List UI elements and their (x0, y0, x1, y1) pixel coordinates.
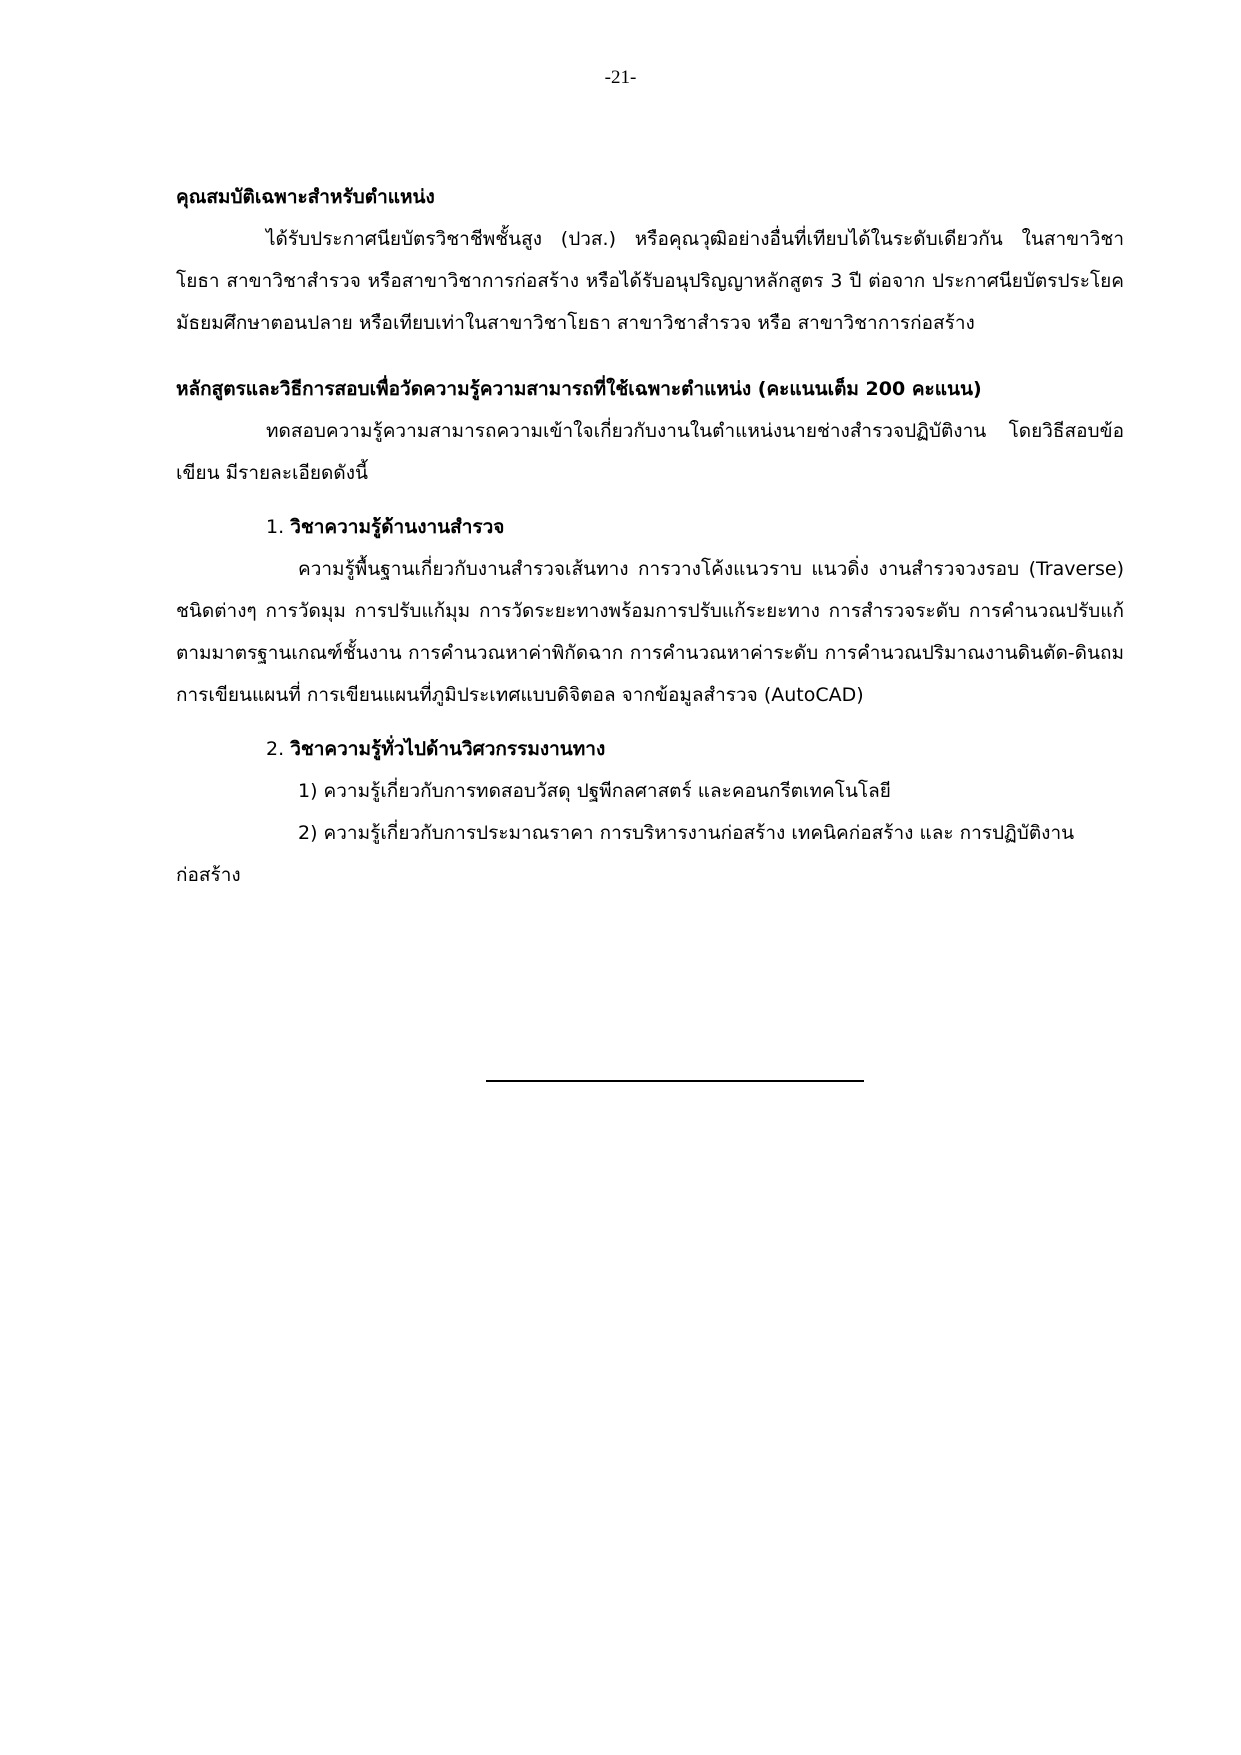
subject-1-title: วิชาความรู้ด้านงานสำรวจ (290, 516, 505, 538)
page-number: -21- (604, 67, 637, 88)
subject-1-heading (176, 506, 1124, 548)
subject-2-item-1: 1) ความรู้เกี่ยวกับการทดสอบวัสดุ ปฐพีกลศาสตร์ และคอนกรีตเทคโนโลยี (298, 780, 891, 802)
section-qualifications-heading: คุณสมบัติเฉพาะสำหรับตำแหน่ง (176, 186, 435, 208)
subject-2-number: 2. (266, 738, 285, 760)
section-qualifications-paragraph: ได้รับประกาศนียบัตรวิชาชีพชั้นสูง (ปวส.) หรือคุณวุฒิอย่างอื่นที่เทียบได้ในระดับเดียวกัน ในสาขาวิชาโยธา สาขาวิชาสำรวจ หรือสาขาวิชาการก่อสร้าง หรือได้รับอนุปริญญาหลักสูตร 3 ปี ต่อจาก ประกาศนียบัตรประโยคมัธยมศึกษาตอนปลาย หรือเทียบเท่าในสาขาวิชาโยธา สาขาวิชาสำรวจ หรือ สาขาวิชาการก่อสร้าง (176, 228, 1124, 334)
end-divider (486, 1080, 864, 1082)
subject-2-heading (176, 728, 1124, 770)
document-body (176, 176, 1124, 896)
subject-2-item-2: 2) ความรู้เกี่ยวกับการประมาณราคา การบริหารงานก่อสร้าง เทคนิคก่อสร้าง และ การปฏิบัติงานก่อสร้าง (176, 822, 1075, 886)
section-exam-paragraph: ทดสอบความรู้ความสามารถความเข้าใจเกี่ยวกับงานในตำแหน่งนายช่างสำรวจปฏิบัติงาน โดยวิธีสอบข้อเขียน มีรายละเอียดดังนี้ (176, 420, 1124, 484)
subject-2-title: วิชาความรู้ทั่วไปด้านวิศวกรรมงานทาง (290, 738, 606, 760)
section-exam-heading: หลักสูตรและวิธีการสอบเพื่อวัดความรู้ความสามารถที่ใช้เฉพาะตำแหน่ง (คะแนนเต็ม 200 คะแนน) (176, 378, 982, 400)
subject-1-number: 1. (266, 516, 285, 538)
subject-1-paragraph: ความรู้พื้นฐานเกี่ยวกับงานสำรวจเส้นทาง การวางโค้งแนวราบ แนวดิ่ง งานสำรวจวงรอบ (Traverse) ชนิดต่างๆ การวัดมุม การปรับแก้มุม การวัดระยะทางพร้อมการปรับแก้ระยะทาง การสำรวจระดับ การคำนวณปรับแก้ตามมาตรฐานเกณฑ์ชั้นงาน การคำนวณหาค่าพิกัดฉาก การคำนวณหาค่าระดับ การคำนวณปริมาณงานดินตัด-ดินถม การเขียนแผนที่ การเขียนแผนที่ภูมิประเทศแบบดิจิตอล จากข้อมูลสำรวจ (AutoCAD) (176, 558, 1124, 706)
